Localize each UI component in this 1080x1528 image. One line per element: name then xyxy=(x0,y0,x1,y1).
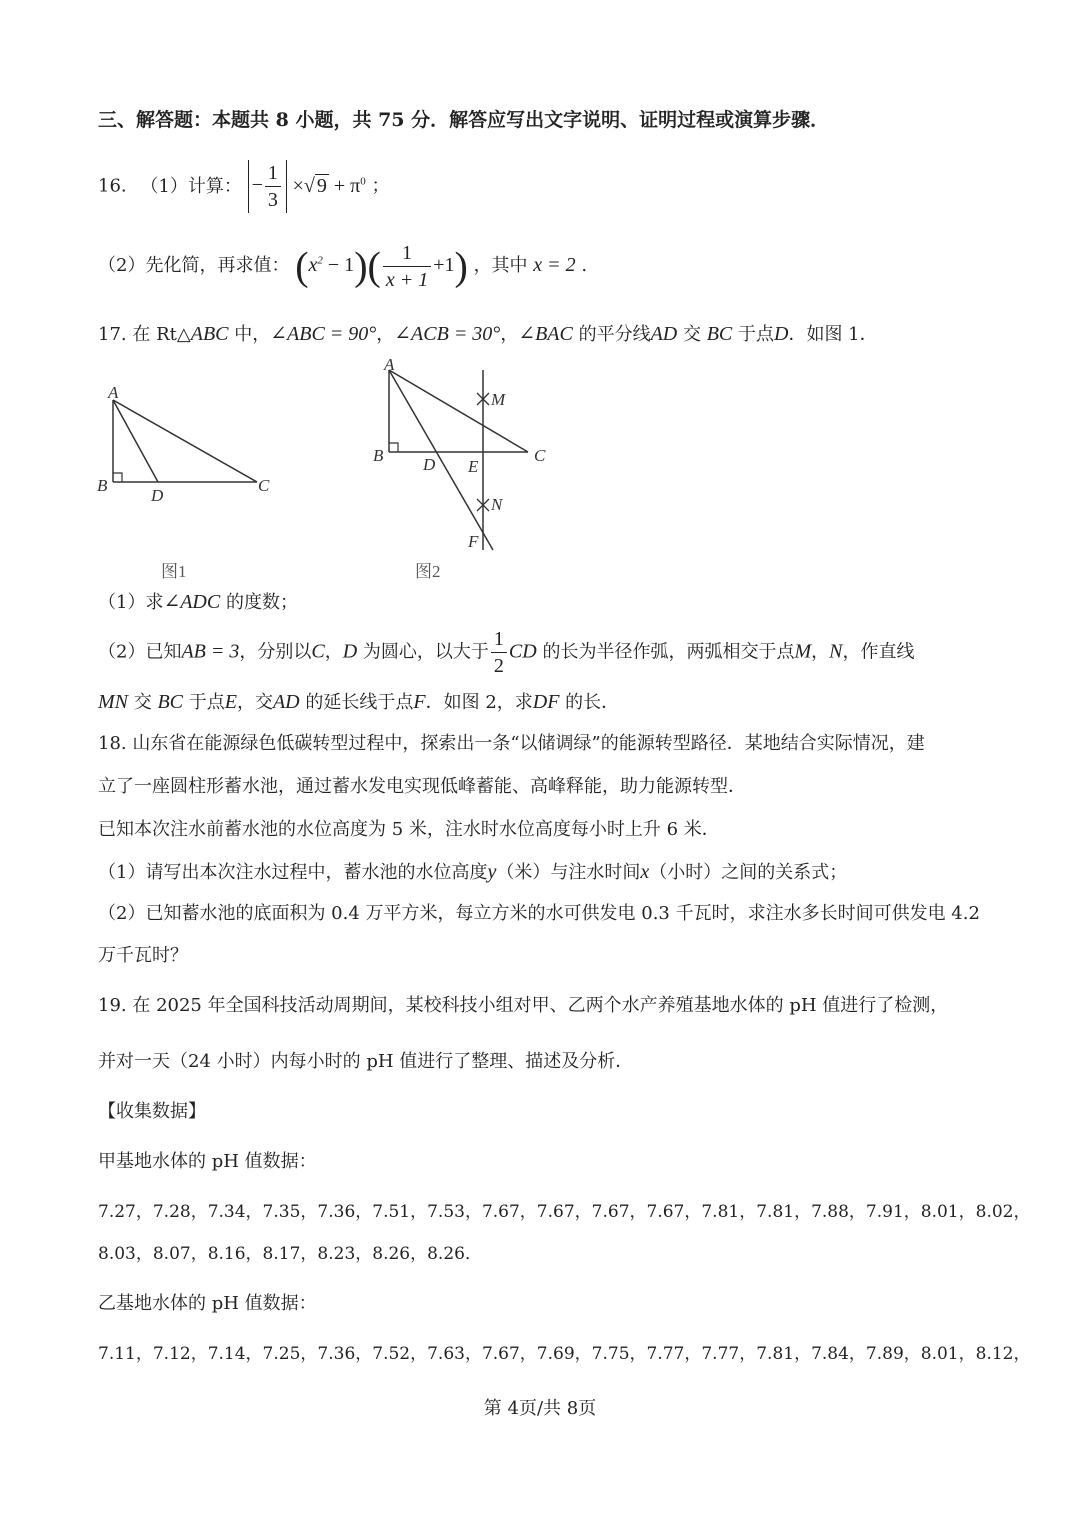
section-heading: 三、解答题：本题共 8 小题，共 75 分．解答应写出文字说明、证明过程或演算步骤． xyxy=(98,109,830,131)
q18-p1-text: （米）与注水时间 xyxy=(496,862,641,883)
q17-p2-text: ．如图 2，求 xyxy=(425,692,533,713)
q17-abc: ABC xyxy=(190,323,229,345)
q16-part2: （2）先化简，再求值： $(x^2 - 1)$( $\frac{1}{x + 1}$ +1) ，其中 x = 2 . xyxy=(98,242,588,291)
q16-p2-end: . xyxy=(581,255,588,277)
q18-p1-y: y xyxy=(487,861,497,883)
q17-p2-text: ，分别以 xyxy=(239,641,312,663)
q17-p2-ad: AD xyxy=(272,691,300,713)
q19-yi-data-line1: 7.11，7.12，7.14，7.25，7.36，7.52，7.63，7.67，7.69，7.75，7.77，7.77，7.81，7.84，7.89，8.01，8.12， xyxy=(98,1344,1031,1364)
fig2-label-n: N xyxy=(491,495,503,514)
q17-p2-f: F xyxy=(413,691,426,713)
q17-p2-m: M xyxy=(794,640,812,663)
q17-ad: AD xyxy=(650,323,678,345)
q17-number: 17. xyxy=(98,324,127,345)
q17-p2-frac-den: 2 xyxy=(493,655,504,677)
q17-text: 的平分线 xyxy=(572,324,651,345)
q18-line1: 18. 山东省在能源绿色低碳转型过程中，探索出一条“以储调绿”的能源转型路径．某地结合实际情况，建 xyxy=(98,733,925,754)
q18-part1 xyxy=(98,860,847,885)
q19-line1: 19. 在 2025 年全国科技活动周期间，某校科技小组对甲、乙两个水产养殖基地水体的 pH 值进行了检测， xyxy=(98,995,949,1016)
q18-line3: 已知本次注水前蓄水池的水位高度为 5 米，注水时水位高度每小时上升 6 米． xyxy=(98,819,720,840)
q18-p1-text: （1）请写出本次注水过程中，蓄水池的水位高度 xyxy=(98,862,488,883)
q17-p2-text: 于点 xyxy=(183,692,225,713)
q17-text: 于点 xyxy=(732,324,774,345)
q16-p1-frac-den: 3 xyxy=(267,189,278,211)
q16-number: 16. xyxy=(98,175,127,197)
q18-line2: 立了一座圆柱形蓄水池，通过蓄水发电实现低峰蓄能、高峰释能，助力能源转型． xyxy=(98,776,746,797)
q18-p1-x: x xyxy=(640,861,650,883)
q17-p2-text: ，作直线 xyxy=(842,641,915,663)
q16-p1-label: （1）计算： xyxy=(140,175,242,197)
q17-text: 在 Rt△ xyxy=(132,324,191,345)
q17-figures xyxy=(95,355,555,585)
q18-part2-line1: （2）已知蓄水池的底面积为 0.4 万平方米，每立方米的水可供发电 0.3 千瓦时，求注水多长时间可供发电 4.2 xyxy=(98,903,980,924)
q17-p2-frac-num: 1 xyxy=(491,626,507,653)
fig1-caption: 图1 xyxy=(161,562,187,581)
q17-part2-line1 xyxy=(98,626,914,678)
q17-sep: ， xyxy=(500,324,519,345)
fig1-label-c: C xyxy=(258,476,270,495)
q17-angle2: ∠ACB = 30° xyxy=(394,323,501,345)
q17-text: 中， xyxy=(228,324,271,345)
figure-1 xyxy=(97,383,270,581)
q17-angle1: ∠ABC = 90° xyxy=(270,323,377,345)
q16-p1-frac-num: 1 xyxy=(265,160,281,187)
q19-yi-title: 乙基地水体的 pH 值数据： xyxy=(98,1293,317,1314)
q17-p2-e: E xyxy=(224,691,237,713)
q16-p2-tail: ，其中 xyxy=(473,255,528,277)
q17-p2-bc: BC xyxy=(157,691,184,713)
q17-p2-mn: MN xyxy=(98,691,128,713)
q17-p2-text: ， xyxy=(324,641,343,663)
abs-value: − $\frac{1}{3}$ xyxy=(248,160,287,213)
fig2-label-m: M xyxy=(491,390,506,409)
q17-p2-df: DF xyxy=(532,691,560,713)
q17-sep: ， xyxy=(376,324,395,345)
q19-line2: 并对一天（24 小时）内每小时的 pH 值进行了整理、描述及分析． xyxy=(98,1051,634,1072)
q17-p1-angle: ∠ADC xyxy=(163,591,221,613)
q17-p2-c: C xyxy=(311,640,325,663)
q16-p1-end: ； xyxy=(371,175,390,197)
q17-angle3: ∠BAC xyxy=(518,323,573,345)
q17-p2-text: ，交 xyxy=(236,692,273,713)
q17-p2-cd: CD xyxy=(508,640,537,663)
q17-text: 交 xyxy=(677,324,707,345)
q17-p2-text: ， xyxy=(811,641,830,663)
fig2-label-c: C xyxy=(534,446,546,465)
fig2-label-e: E xyxy=(468,457,479,476)
fig2-label-f: F xyxy=(468,532,479,551)
q17-p2-d: D xyxy=(342,640,358,663)
q17-d: D xyxy=(774,323,789,345)
q19-collect-heading: 【收集数据】 xyxy=(98,1101,206,1122)
q17-text: ．如图 1． xyxy=(788,324,878,345)
q17-bc: BC xyxy=(706,323,733,345)
fig2-label-d: D xyxy=(423,455,436,474)
fig1-label-d: D xyxy=(151,486,164,505)
q19-jia-data-line1: 7.27，7.28，7.34，7.35，7.36，7.51，7.53，7.67，7.67，7.67，7.67，7.81，7.81，7.88，7.91，8.01，8.02， xyxy=(98,1202,1031,1222)
q17-p2-text: 的长． xyxy=(559,692,620,713)
q19-jia-title: 甲基地水体的 pH 值数据： xyxy=(98,1151,317,1172)
q17-p2-text: 交 xyxy=(128,692,158,713)
page-footer: 第 4页/共 8页 xyxy=(483,1398,597,1419)
q18-p1-text: （小时）之间的关系式； xyxy=(649,862,848,883)
q16-p2-frac-num: 1 xyxy=(383,240,431,267)
q16-p2-cond: x = 2 xyxy=(533,254,576,277)
q17-p2-text: 的延长线于点 xyxy=(299,692,414,713)
q16-p2-frac-den: x + 1 xyxy=(385,269,429,291)
fig1-label-a: A xyxy=(108,383,119,402)
q17-p1-text: 的度数； xyxy=(220,592,298,613)
q17-p2-ab: AB = 3 xyxy=(181,640,240,663)
q17-p2-text: （2）已知 xyxy=(98,641,182,663)
figure-2 xyxy=(373,355,546,581)
fig1-label-b: B xyxy=(97,476,108,495)
q17-p1-text: （1）求 xyxy=(98,592,164,613)
q19-jia-data-line2: 8.03，8.07，8.16，8.17，8.23，8.26，8.26． xyxy=(98,1244,482,1264)
q17-p2-text: 为圆心，以大于 xyxy=(357,641,489,663)
q17-part2-line2 xyxy=(98,690,619,715)
q17-p2-text: 的长为半径作弧，两弧相交于点 xyxy=(536,641,795,663)
q16-part1: 16. （1）计算： − $\frac{1}{3}$ ×√ $9 + \pi^0$ ； xyxy=(98,162,390,211)
q17-part1 xyxy=(98,590,298,615)
fig2-label-b: B xyxy=(373,446,384,465)
fig2-caption: 图2 xyxy=(415,562,441,581)
q16-p2-label: （2）先化简，再求值： xyxy=(98,255,290,277)
q17-p2-n: N xyxy=(829,640,843,663)
q18-part2-line2: 万千瓦时？ xyxy=(98,945,188,966)
fig2-label-a: A xyxy=(384,355,395,374)
q17-intro xyxy=(98,322,878,347)
